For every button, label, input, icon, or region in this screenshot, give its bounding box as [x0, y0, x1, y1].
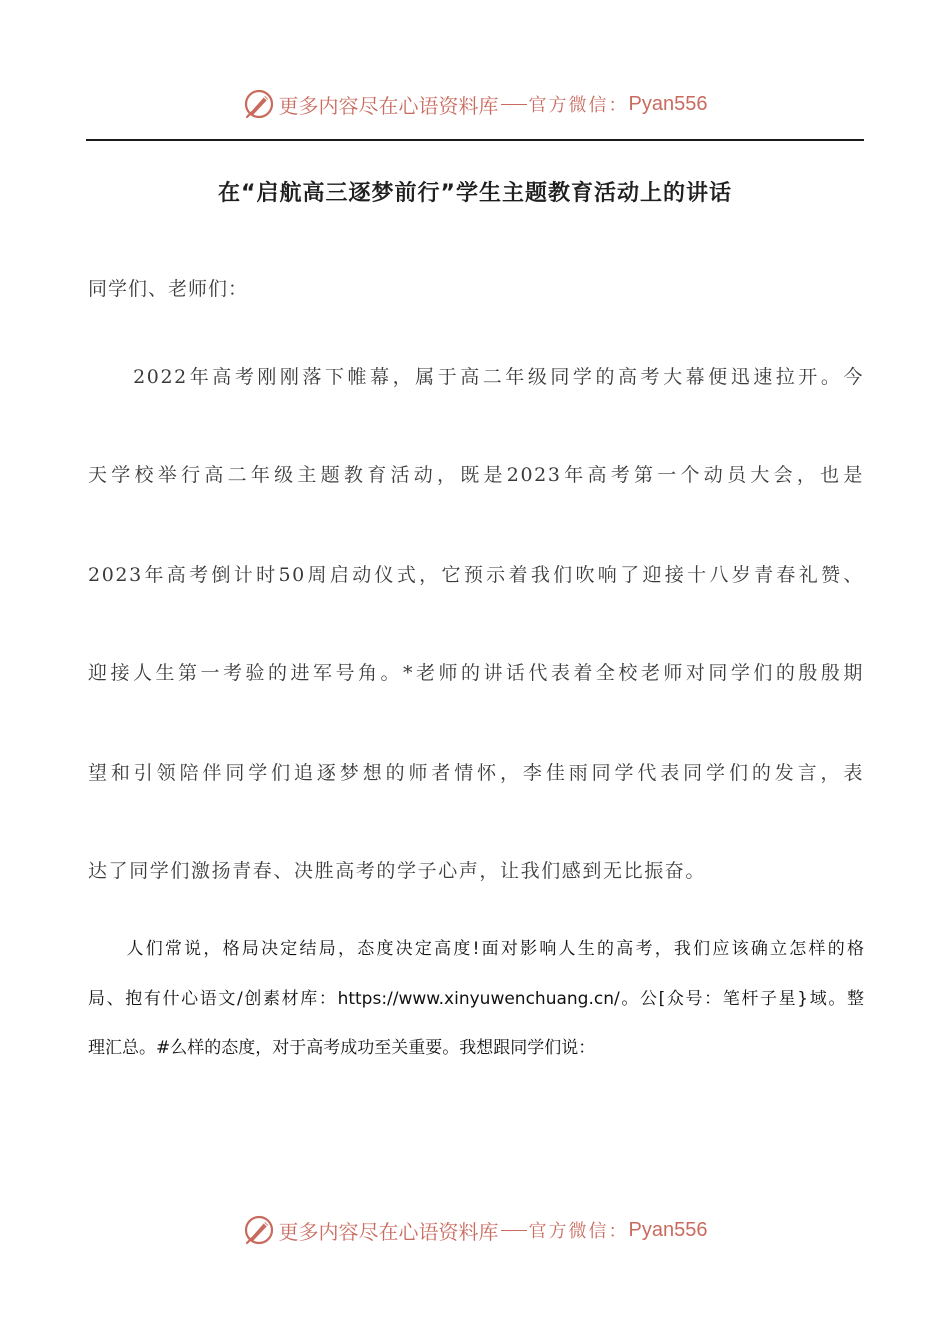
paragraph-1-line: 2022年高考刚刚落下帷幕，属于高二年级同学的高考大幕便迅速拉开。今: [88, 366, 864, 388]
page-header: [0, 84, 950, 124]
footer-dash: [501, 1230, 527, 1231]
header-divider: [86, 139, 864, 141]
header-brand-text: 更多内容尽在心语资料库: [278, 93, 499, 118]
salutation: 同学们、老师们：: [88, 278, 249, 300]
paragraph-1-line: 达了同学们激扬青春、决胜高考的学子心声，让我们感到无比振奋。: [88, 860, 707, 882]
document-title: 在“启航高三逐梦前行”学生主题教育活动上的讲话: [218, 181, 732, 206]
footer-official-label: 官方微信：: [528, 1221, 629, 1242]
page-footer: [0, 1210, 950, 1250]
footer-brand: [243, 1214, 708, 1246]
header-wechat-id: Pyan556: [628, 92, 708, 115]
header-dash: [501, 104, 527, 105]
paragraph-1-line: 迎接人生第一考验的进军号角。*老师的讲话代表着全校老师对同学们的殷殷期: [88, 662, 864, 684]
paragraph-1-line: 天学校举行高二年级主题教育活动，既是2023年高考第一个动员大会，也是: [88, 464, 864, 486]
paragraph-1-line: 望和引领陪伴同学们追逐梦想的师者情怀，李佳雨同学代表同学们的发言，表: [88, 762, 864, 784]
paragraph-1-line: 2023年高考倒计时50周启动仪式，它预示着我们吹响了迎接十八岁青春礼赞、: [88, 564, 864, 586]
footer-brand-text: 更多内容尽在心语资料库: [278, 1219, 499, 1244]
footer-wechat-id: Pyan556: [628, 1218, 708, 1241]
paragraph-2-line: 局、抱有什心语文/创素材库：https://www.xinyuwenchuang.cn/。公[众号：笔杆子星}域。整: [88, 989, 864, 1009]
pen-logo-icon: [243, 88, 275, 120]
header-official-label: 官方微信：: [528, 95, 629, 116]
pen-logo-icon: [243, 1214, 275, 1246]
header-brand: [243, 88, 708, 120]
paragraph-2-line: 理汇总。#么样的态度，对于高考成功至关重要。我想跟同学们说：: [88, 1038, 596, 1058]
paragraph-2-line: 人们常说，格局决定结局，态度决定高度!面对影响人生的高考，我们应该确立怎样的格: [88, 939, 864, 959]
